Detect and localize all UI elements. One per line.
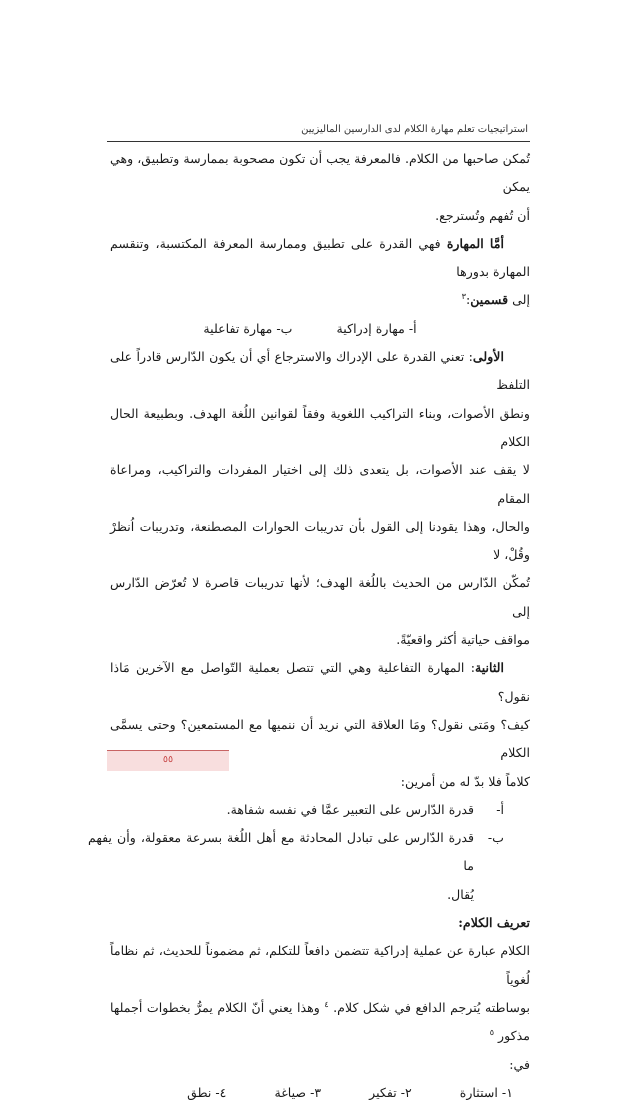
para2-line1 [110,230,530,287]
first-line1 [110,343,530,400]
stage-item: ١- استثارة [459,1084,513,1100]
para1-line1: تُمكن صاحبها من الكلام. فالمعرفة يجب أن تكون مصحوبة بممارسة وتطبيق، وهي يمكن [110,151,530,195]
definition-heading: تعريف الكلام: [458,915,530,931]
definition-line3: في: [509,1056,530,1072]
running-header: استراتيجيات تعلم مهارة الكلام لدى الدارسين الماليزيين [301,124,528,135]
first-line3: لا يقف عند الأصوات، بل يتعدى ذلك إلى اختيار المفردات والتراكيب، ومراعاة المقام [110,462,530,506]
definition-line2-b: وهذا يعني أنّ الكلام يمرُّ بخطوات أجملها مذكور [110,999,530,1044]
footnote-ref[interactable]: ٤ [324,999,329,1009]
para2-line2 [110,286,530,314]
second-line1 [110,654,530,711]
first-line1-rest: : تعني القدرة على الإدراك والاسترجاع أي أن يكون الدّارس قادراً على التلفظ [110,349,530,393]
skill-types-list [110,315,530,343]
requirement-continuation: يُقال. [447,886,474,902]
first-line2: ونطق الأصوات، وبناء التراكيب اللغوية وفقاً لقوانين اللُغة الهدف. وبطبيعة الحال الكلام [110,405,530,449]
skill-term: المهارة [446,235,484,251]
two-types-term: قسمين [470,292,509,308]
skill-type-interactive: ب- مهارة تفاعلية [203,320,293,336]
speech-stages-list [110,1079,530,1107]
para2-line2-prefix: إلى [512,292,530,308]
second-line2: كيف؟ ومَتى نقول؟ ومَا العلاقة التي نريد أن ننميها مع المستمعين؟ وحتى يسمَّى الكلام [110,716,530,761]
requirement-item [110,796,530,824]
requirement-marker: أ- [496,801,504,817]
requirement-item [88,824,530,881]
body-text [88,145,530,1107]
page-number: ٥٥ [162,754,174,765]
first-line5: تُمكّن الدّارس من الحديث باللُغة الهدف؛ لأنها تدريبات قاصرة لا تُعرّض الدّارس إلى [110,575,530,619]
first-line4: والحال، وهذا يقودنا إلى القول بأن تدريبات الحوارات المصطنعة، وتدريبات اُنظرْ وقُلْ، لا [110,518,530,563]
para2-lead: أمَّا [489,235,504,251]
definition-line2-a: بوساطته يُترجم الدافع في شكل كلام. [333,999,530,1015]
footnote-ref[interactable]: ٥ [489,1028,495,1038]
second-line3: كلاماً فلا بدّ له من أمرين: [400,773,530,789]
stage-item: ٢- تفكير [369,1084,412,1100]
para2-line1-rest: فهي القدرة على تطبيق وممارسة المعرفة المكتسبة، وتنقسم المهارة بدورها [110,235,530,280]
first-line6: مواقف حياتية أكثر واقعيّةً. [396,632,530,648]
definition-line1: الكلام عبارة عن عملية إدراكية تتضمن دافعاً للتكلم، ثم مضموناً للحديث، ثم نظاماً لُغوياً [110,943,530,987]
requirement-marker: ب- [487,830,504,846]
stage-item: ٣- صياغة [274,1084,322,1100]
skill-type-perceptual: أ- مهارة إدراكية [336,320,417,336]
page-number-box [107,750,229,771]
footnote-ref[interactable]: ٣ [461,292,466,302]
para2-line2-suffix: : [465,292,471,308]
para1-line2: أن تُفهم وتُسترجع. [435,207,530,223]
second-line1-rest: : المهارة التفاعلية وهي التي تتصل بعملية التّواصل مع الآخرين مَاذا نقول؟ [110,660,530,704]
requirement-text: قدرة الدّارس على التعبير عمَّا في نفسه شفاهة. [226,801,474,817]
definition-line2 [110,994,530,1051]
stage-item: ٤- نطق [187,1084,227,1100]
header-rule [107,141,530,142]
requirement-text: قدرة الدّارس على تبادل المحادثة مع أهل اللُغة بسرعة معقولة، وأن يفهم ما [88,830,474,874]
first-label: الأولى [472,349,504,365]
second-label: الثانية [474,660,504,676]
